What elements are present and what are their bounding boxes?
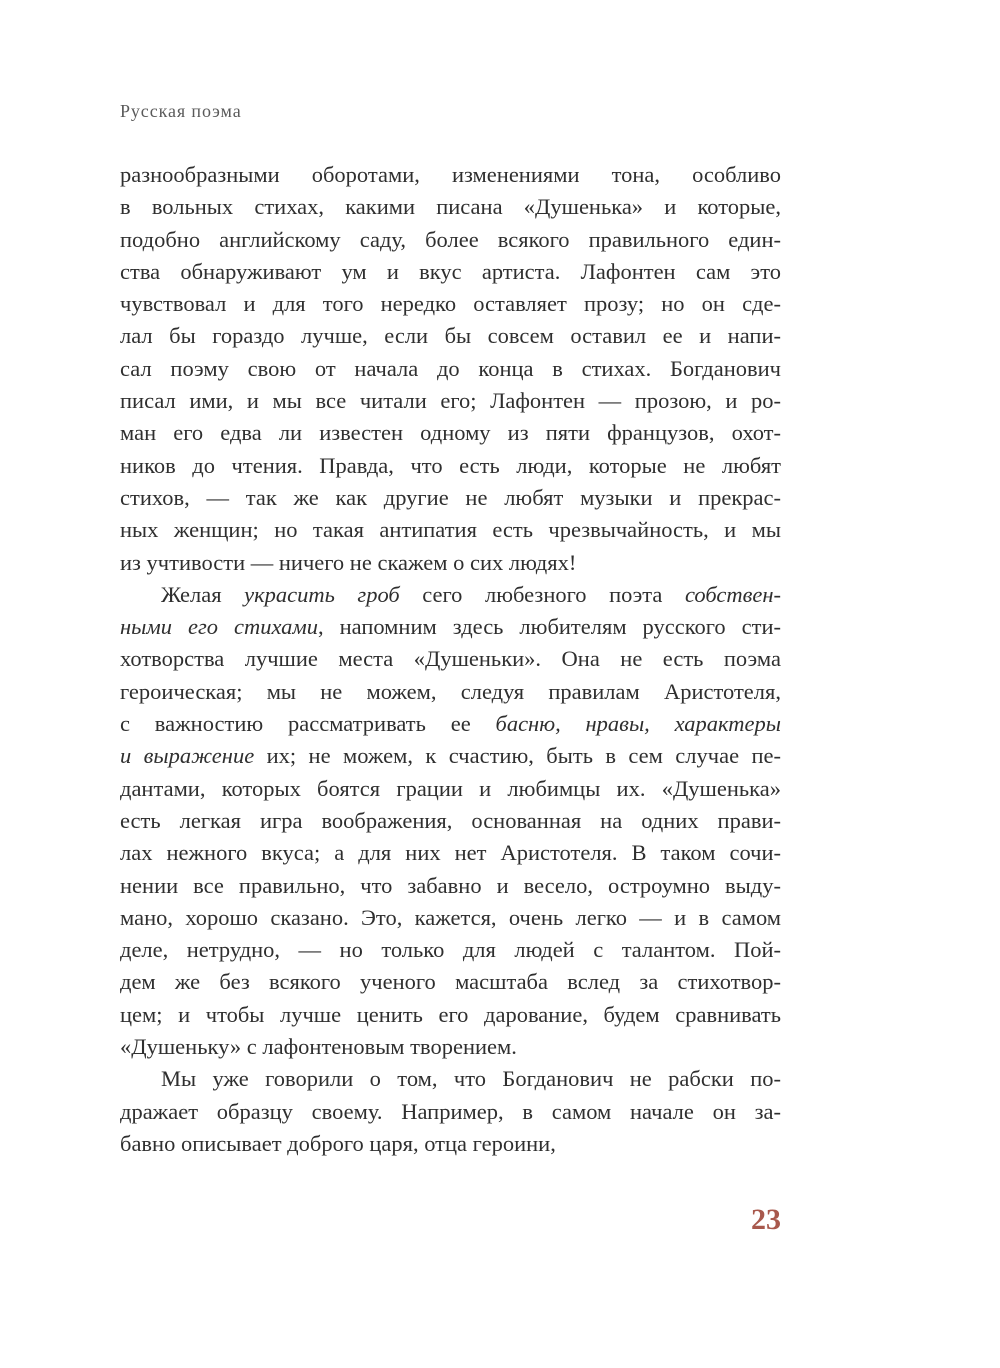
page-number: 23 bbox=[751, 1203, 781, 1236]
text-line: лал бы гораздо лучше, если бы совсем оставил ее и напи- bbox=[120, 323, 781, 349]
text-line: подобно английскому саду, более всякого правильного един- bbox=[120, 226, 781, 252]
text-line: чувствовал и для того нередко оставляет прозу; но он сде- bbox=[120, 291, 781, 317]
text-line: ства обнаруживают ум и вкус артиста. Лафонтен сам это bbox=[120, 258, 781, 284]
text-line: и выражение их; не можем, к счастию, быть в сем случае пе- bbox=[120, 743, 781, 769]
italic-emphasis: басню, нравы, характеры bbox=[495, 711, 782, 737]
text-line: «Душеньку» с лафонтеновым творением. bbox=[120, 1034, 517, 1060]
text-line: ных женщин; но такая антипатия есть чрезвычайность, и мы bbox=[120, 517, 781, 543]
text-line: героическая; мы не можем, следуя правилам Аристотеля, bbox=[120, 678, 781, 704]
text-line: писал ими, и мы все читали его; Лафонтен — прозою, и ро- bbox=[120, 388, 781, 414]
body-text bbox=[120, 159, 781, 1160]
text-line: бавно описывает доброго царя, отца героини, bbox=[120, 1130, 556, 1156]
text-line: дражает образцу своему. Например, в самом начале он за- bbox=[120, 1098, 781, 1124]
text-line: в вольных стихах, какими писана «Душенька» и которые, bbox=[120, 194, 781, 220]
text-line: стихов, — так же как другие не любят музыки и прекрас- bbox=[120, 484, 781, 510]
text-line: Желая украсить гроб сего любезного поэта собствен- bbox=[161, 581, 781, 607]
text-line: Мы уже говорили о том, что Богданович не рабски по- bbox=[161, 1066, 781, 1092]
text-line: сал поэму свою от начала до конца в стихах. Богданович bbox=[120, 355, 781, 381]
italic-emphasis: ными его стихами bbox=[120, 614, 318, 640]
italic-emphasis: украсить гроб bbox=[244, 581, 400, 607]
text-line: хотворства лучшие места «Душеньки». Она не есть поэма bbox=[120, 646, 781, 672]
text-line: нении все правильно, что забавно и весело, остроумно выду- bbox=[120, 872, 781, 898]
italic-emphasis: собствен- bbox=[684, 581, 781, 607]
text-line: дем же без всякого ученого масштаба вслед за стихотвор- bbox=[120, 969, 781, 995]
text-line: дантами, которых боятся грации и любимцы их. «Душенька» bbox=[120, 775, 781, 801]
text-line: разнообразными оборотами, изменениями тона, особливо bbox=[120, 162, 781, 187]
text-line: деле, нетрудно, — но только для людей с талантом. Пой- bbox=[120, 937, 781, 963]
text-line: есть легкая игра воображения, основанная на одних прави- bbox=[120, 807, 781, 833]
text-line: ными его стихами, напомним здесь любителям русского сти- bbox=[120, 614, 781, 640]
text-line: цем; и чтобы лучше ценить его дарование, будем сравнивать bbox=[120, 1001, 781, 1027]
text-line: ников до чтения. Правда, что есть люди, которые не любят bbox=[120, 452, 781, 478]
running-head: Русская поэма bbox=[120, 101, 242, 121]
text-line: мано, хорошо сказано. Это, кажется, очень легко — и в самом bbox=[120, 904, 781, 930]
text-line: ман его едва ли известен одному из пяти французов, охот- bbox=[120, 420, 781, 446]
italic-emphasis: и выражение bbox=[120, 743, 255, 769]
text-line: с важностию рассматривать ее басню, нравы, характеры bbox=[120, 711, 782, 737]
text-line: из учтивости — ничего не скажем о сих людях! bbox=[120, 549, 577, 575]
text-line: лах нежного вкуса; а для них нет Аристотеля. В таком сочи- bbox=[120, 840, 781, 866]
